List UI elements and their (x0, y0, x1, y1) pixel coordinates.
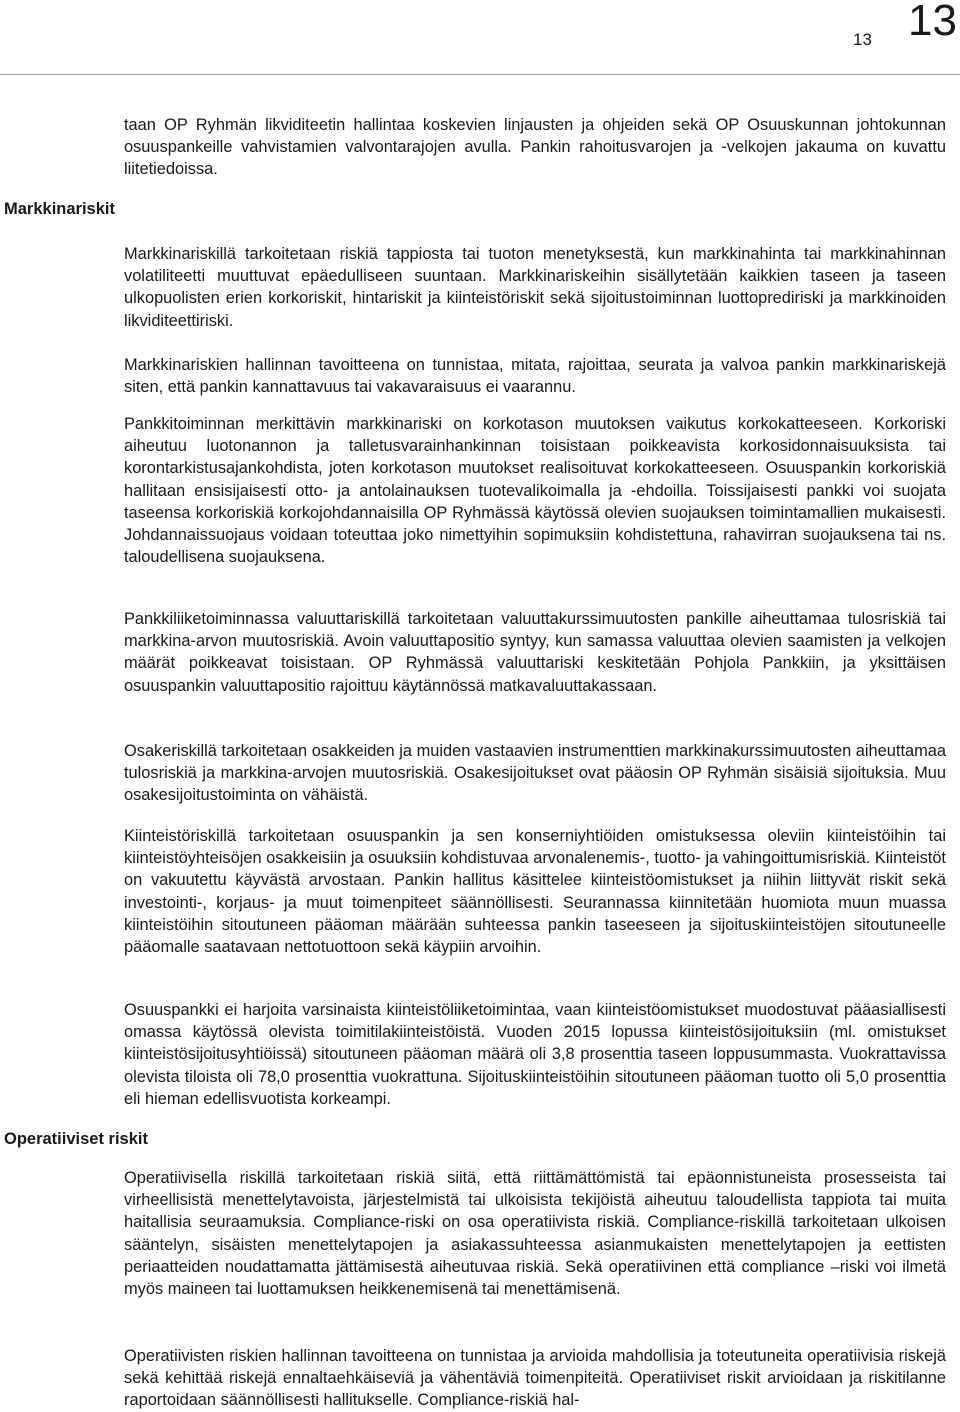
paragraph-market-risk-objective: Markkinariskien hallinnan tavoitteena on tunnistaa, mitata, rajoittaa, seurata ja valvoa pankin markkinariskejä siten, että pankin kannattavuus tai vakavaraisuus ei vaarannu. (124, 356, 946, 397)
paragraph-liquidity: taan OP Ryhmän likviditeetin hallintaa koskevien linjausten ja ohjeiden sekä OP Osuuskunnan johtokunnan osuuspankeille vahvistamien valvontarajojen avulla. Pankin rahoitusvarojen ja -velkojen jakauma on kuvattu liitetiedoissa. (124, 116, 946, 179)
paragraph-interest-rate-risk: Pankkitoiminnan merkittävin markkinariski on korkotason muutoksen vaikutus korkokatteeseen. Korkoriski aiheutuu luotonannon ja talletusvarainhankinnan toisistaan poikkeavista korkosidonnaisuuksista tai korontarkistusajankohdista, joten korkotason muutokset realisoituvat korkokatteeseen. Osuuspankin korkoriskiä hallitaan ensisijaisesti otto- ja antolainauksen tuotevalikoimalla ja -ehdoilla. Toissijaisesti pankki voi suojata taseensa korkoriskiä korkojohdannaisilla OP Ryhmässä käytössä olevien suojauksen toimintamallien mukaisesti. Johdannaissuojaus voidaan toteuttaa joko nimettyihin sopimuksiin kohdistettuna, rahavirran suojauksena tai ns. taloudellisena suojauksena. (124, 415, 946, 567)
section-heading-market-risk: Markkinariskit (4, 200, 115, 218)
header-rule (0, 74, 960, 75)
paragraph-real-estate-risk: Kiinteistöriskillä tarkoitetaan osuuspankin ja sen konserniyhtiöiden omistuksessa oleviin kiinteistöihin tai kiinteistöyhteisöjen osakkeisiin ja osuuksiin kohdistuvaa arvonalenemis-, tuotto- ja vahingoittumisriskiä. Kiinteistöt on vakuutettu käyvästä arvostaan. Pankin hallitus käsittelee kiinteistöomistukset ja niihin liittyvät riskit sekä investointi-, korjaus- ja muut toimenpiteet säännöllisesti. Seurannassa kiinnitetään huomiota muun muassa kiinteistöihin sitoutuneen pääoman määrään suhteessa pankin taseeseen ja sijoituskiinteistöjen sitoutuneelle pääomalle saatavaan nettotuottoon sekä käypiin arvoihin. (124, 827, 946, 957)
section-heading-operational-risk: Operatiiviset riskit (4, 1130, 148, 1148)
paragraph-real-estate-holdings: Osuuspankki ei harjoita varsinaista kiinteistöliiketoimintaa, vaan kiinteistöomistukset muodostuvat pääasiallisesti omassa käytössä olevista toimitilakiinteistöistä. Vuoden 2015 lopussa kiinteistösijoituksiin (ml. omistukset kiinteistösijoitusyhtiöissä) sitoutuneen pääoman määrä oli 3,8 prosenttia taseen loppusummasta. Vuokrattavissa olevista tiloista oli 78,0 prosenttia vuokrattuna. Sijoituskiinteistöihin sitoutuneen pääoman tuotto oli 5,0 prosenttia eli hieman edellisvuotista korkeampi. (124, 1001, 946, 1108)
page-number-large: 13 (908, 0, 957, 45)
paragraph-equity-risk: Osakeriskillä tarkoitetaan osakkeiden ja muiden vastaavien instrumenttien markkinakurssimuutosten aiheuttamaa tulosriskiä ja markkina-arvojen muutosriskiä. Osakesijoitukset ovat pääosin OP Ryhmän sisäisiä sijoituksia. Muu osakesijoitustoiminta on vähäistä. (124, 742, 946, 805)
page-number-small: 13 (853, 30, 872, 49)
paragraph-currency-risk: Pankkiliiketoiminnassa valuuttariskillä tarkoitetaan valuuttakurssimuutosten pankille aiheuttamaa tulosriskiä tai markkina-arvon muutosriskiä. Avoin valuuttapositio syntyy, kun samassa valuuttaa olevien saamisten ja velkojen määrät poikkeavat toisistaan. OP Ryhmässä valuuttariski keskitetään Pohjola Pankkiin, ja yksittäisen osuuspankin valuuttapositio rajoittuu käytännössä matkavaluuttakassaan. (124, 610, 946, 695)
paragraph-operational-risk-definition: Operatiivisella riskillä tarkoitetaan riskiä siitä, että riittämättömistä tai epäonnistuneista prosesseista tai virheellisistä menettelytavoista, järjestelmistä tai ulkoisista tekijöistä aiheutuu taloudellista tappiota tai muita haitallisia seuraamuksia. Compliance-riski on osa operatiivista riskiä. Compliance-riskillä tarkoitetaan ulkoisen sääntelyn, sisäisten menettelytapojen ja asiakassuhteessa asianmukaisten menettelytapojen ja eettisten periaatteiden noudattamatta jättämisestä aiheutuvaa riskiä. Sekä operatiivinen että compliance –riski voi ilmetä myös maineen tai luottamuksen heikkenemisenä tai menettämisenä. (124, 1169, 946, 1299)
paragraph-operational-risk-objective: Operatiivisten riskien hallinnan tavoitteena on tunnistaa ja arvioida mahdollisia ja toteutuneita operatiivisia riskejä sekä kehittää riskejä ennaltaehkäiseviä ja vähentäviä toimenpiteitä. Operatiiviset riskit arvioidaan ja riskitilanne raportoidaan säännöllisesti hallitukselle. Compliance-riskiä hal- (124, 1347, 946, 1410)
paragraph-market-risk-definition: Markkinariskillä tarkoitetaan riskiä tappiosta tai tuoton menetyksestä, kun markkinahinta tai markkinahinnan volatiliteetti muuttuvat epäedulliseen suuntaan. Markkinariskeihin sisällytetään kaikkien taseen ja taseen ulkopuolisten erien korkoriskit, hintariskit ja kiinteistöriskit sekä sijoitustoiminnan luottoprediriski ja markkinoiden likviditeettiriski. (124, 245, 946, 330)
